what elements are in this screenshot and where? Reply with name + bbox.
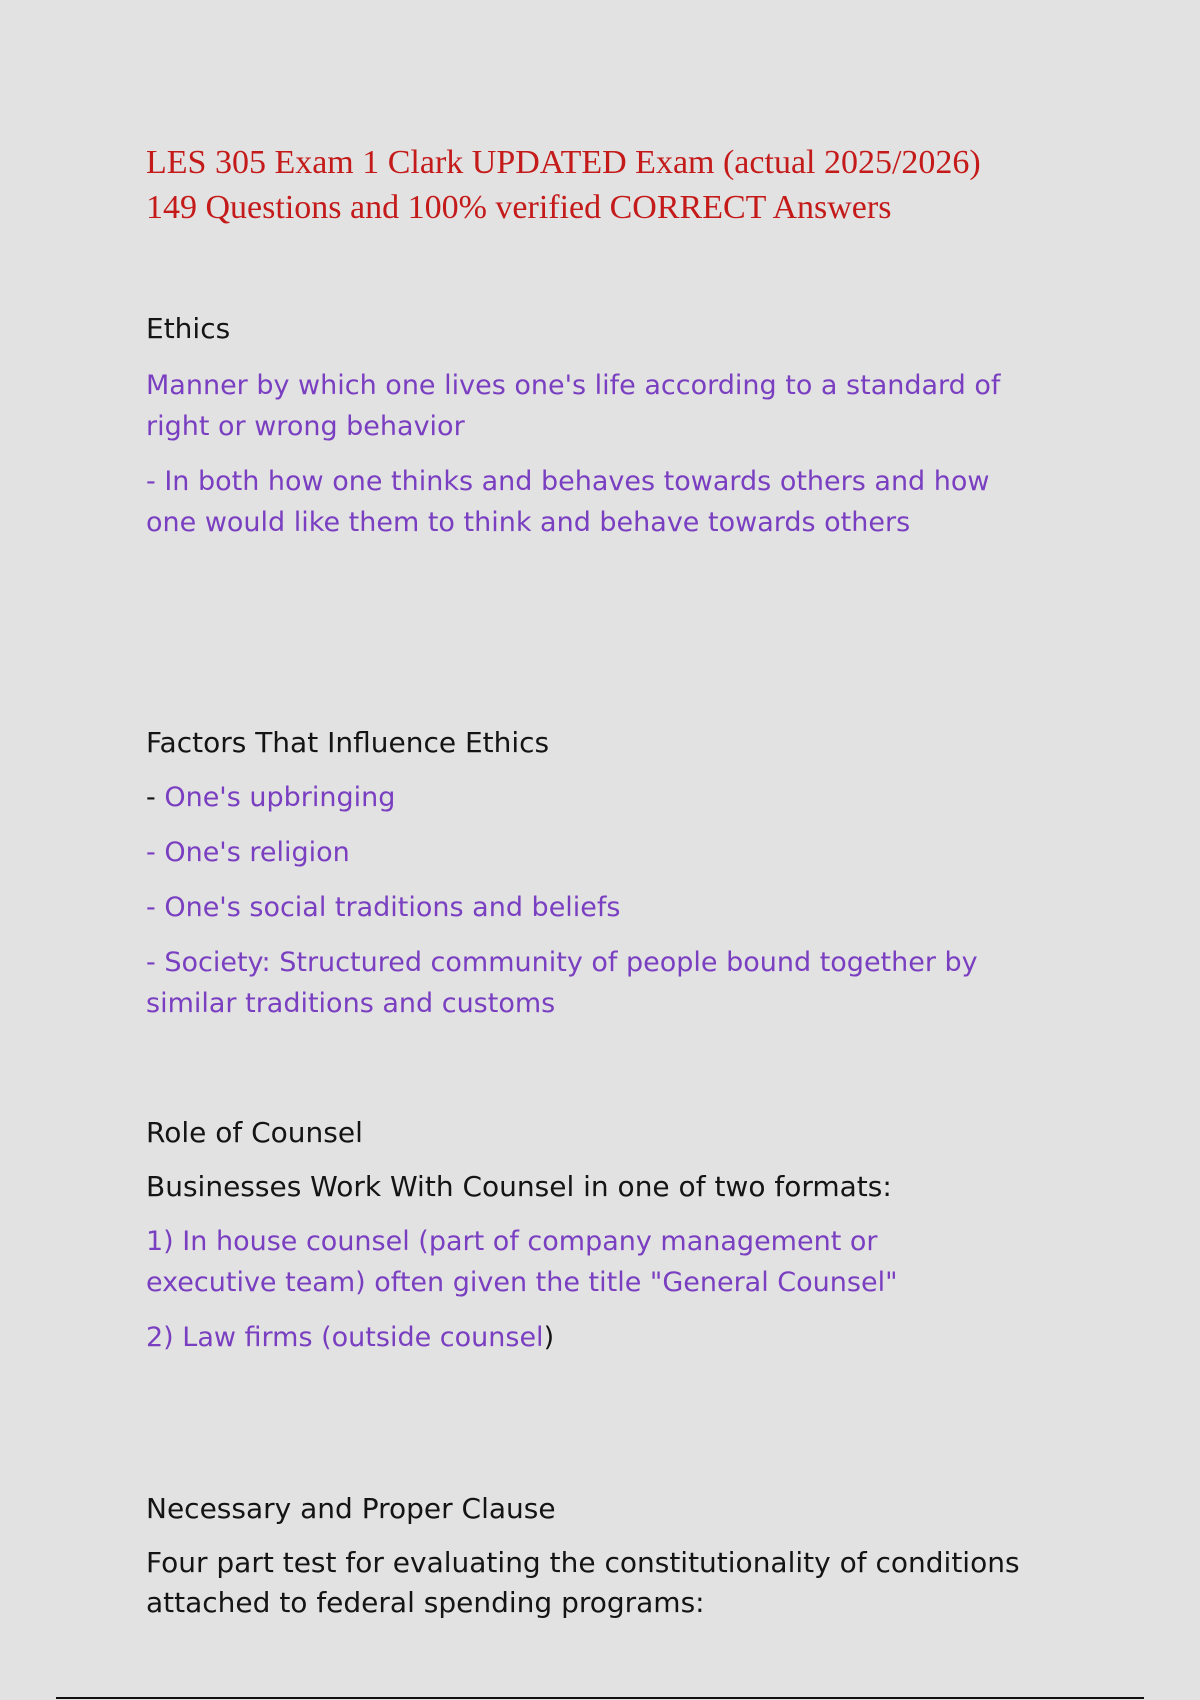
- list-item: [146, 777, 1086, 818]
- counsel-intro: Businesses Work With Counsel in one of two formats:: [146, 1170, 892, 1203]
- ethics-section: [146, 309, 1086, 543]
- list-dash: -: [146, 782, 165, 813]
- ethics-definition: Manner by which one lives one's life according to a standard of right or wrong behavior: [146, 370, 1001, 442]
- list-item-text: One's social traditions and beliefs: [164, 892, 621, 923]
- clause-heading: Necessary and Proper Clause: [146, 1492, 556, 1525]
- list-item: [146, 887, 1086, 928]
- list-dash: -: [146, 947, 165, 978]
- title-line-1: LES 305 Exam 1 Clark UPDATED Exam (actual 2025/2026): [146, 144, 981, 181]
- factors-heading: Factors That Influence Ethics: [146, 726, 550, 759]
- clause-text: Four part test for evaluating the constitutionality of conditions attached to federal spending programs:: [146, 1546, 1020, 1619]
- ethics-detail: - In both how one thinks and behaves towards others and how one would like them to think and behave towards others: [146, 466, 990, 538]
- counsel-format-2-text: 2) Law firms (outside counsel: [146, 1322, 544, 1353]
- counsel-format-1: 1) In house counsel (part of company management or executive team) often given the title "General Counsel": [146, 1226, 898, 1298]
- ethics-heading: Ethics: [146, 312, 231, 345]
- list-item-text: One's upbringing: [164, 782, 396, 813]
- closing-paren: ): [543, 1322, 555, 1353]
- list-item: [146, 942, 1026, 1024]
- list-item: [146, 832, 1086, 873]
- counsel-heading: Role of Counsel: [146, 1116, 363, 1149]
- factors-section: [146, 723, 1086, 1024]
- title-line-2: 149 Questions and 100% verified CORRECT Answers: [146, 189, 892, 226]
- counsel-format-2: [146, 1317, 1086, 1358]
- counsel-section: [146, 1113, 1086, 1358]
- page-bottom-rule: [56, 1697, 1144, 1699]
- list-item-text: One's religion: [164, 837, 350, 868]
- document-title: [146, 140, 1106, 230]
- list-dash: -: [146, 837, 165, 868]
- list-item-text: Society: Structured community of people bound together by similar traditions and customs: [146, 947, 978, 1019]
- list-dash: -: [146, 892, 165, 923]
- clause-section: [146, 1489, 1086, 1623]
